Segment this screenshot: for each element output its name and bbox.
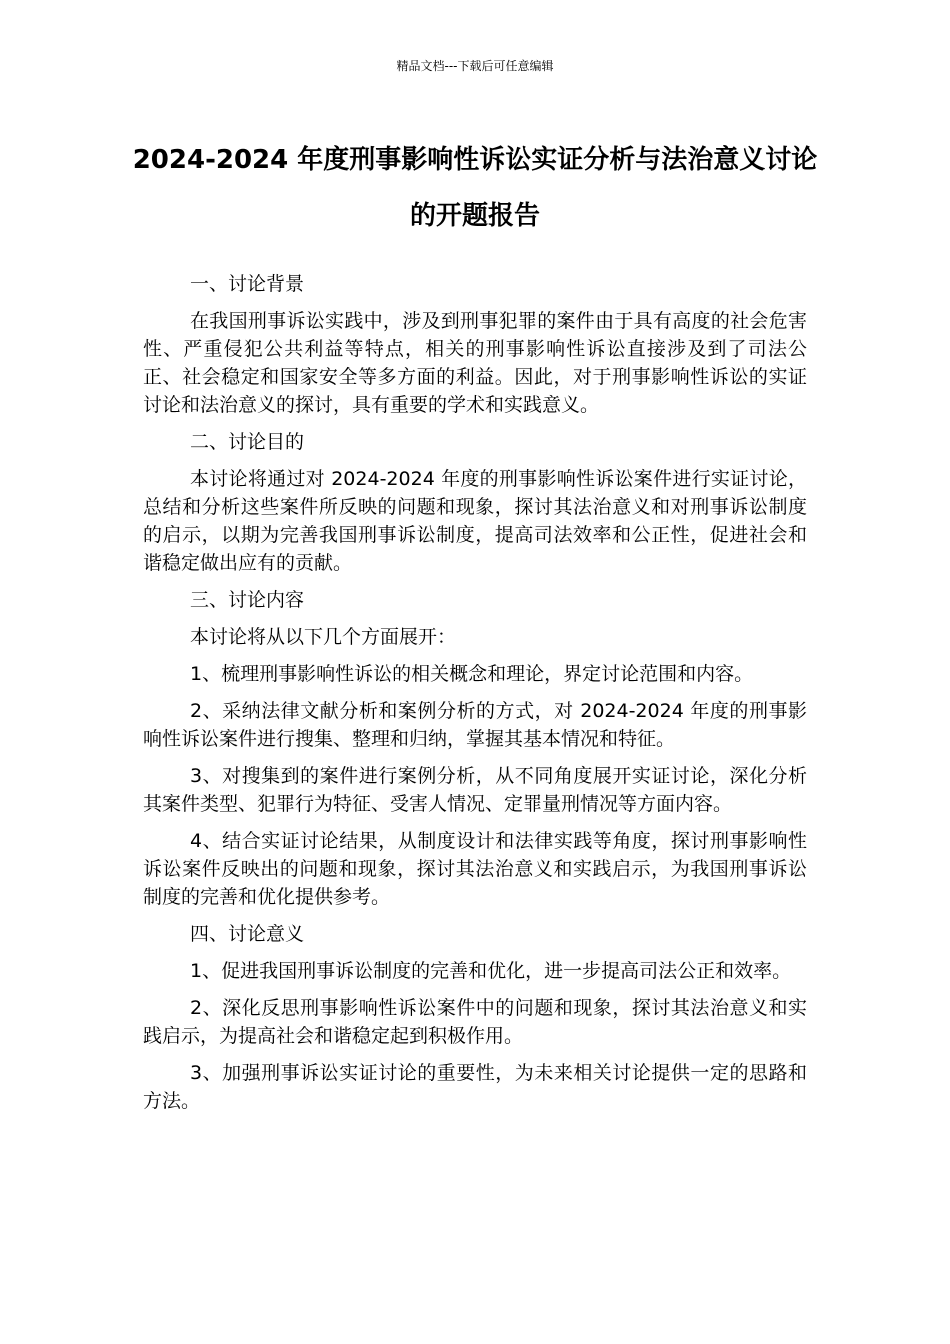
content-item: 1、梳理刑事影响性诉讼的相关概念和理论，界定讨论范围和内容。 [190,663,754,685]
content-item: 3、对搜集到的案件进行案例分析，从不同角度展开实证讨论，深化分析其案件类型、犯罪行为特征、受害人情况、定罪量刑情况等方面内容。 [143,765,807,815]
paragraph-background: 在我国刑事诉讼实践中，涉及到刑事犯罪的案件由于具有高度的社会危害性、严重侵犯公共利益等特点，相关的刑事影响性诉讼直接涉及到了司法公正、社会稳定和国家安全等多方面的利益。因此，对于刑事影响性诉讼的实证讨论和法治意义的探讨，具有重要的学术和实践意义。 [143,310,807,416]
section-heading-purpose: 二、讨论目的 [190,431,305,453]
section-heading-significance: 四、讨论意义 [190,923,305,945]
content-item: 2、采纳法律文献分析和案例分析的方式，对 2024-2024 年度的刑事影响性诉讼案件进行搜集、整理和归纳，掌握其基本情况和特征。 [143,700,807,750]
significance-item: 1、促进我国刑事诉讼制度的完善和优化，进一步提高司法公正和效率。 [190,960,792,982]
significance-item: 2、深化反思刑事影响性诉讼案件中的问题和现象，探讨其法治意义和实践启示，为提高社会和谐稳定起到积极作用。 [143,997,807,1047]
page-header: 精品文档---下载后可任意编辑 [396,59,554,73]
section-heading-content: 三、讨论内容 [190,589,305,611]
document-body [143,270,807,1124]
content-item: 4、结合实证讨论结果，从制度设计和法律实践等角度，探讨刑事影响性诉讼案件反映出的问题和现象，探讨其法治意义和实践启示，为我国刑事诉讼制度的完善和优化提供参考。 [143,830,807,908]
paragraph-purpose: 本讨论将通过对 2024-2024 年度的刑事影响性诉讼案件进行实证讨论，总结和分析这些案件所反映的问题和现象，探讨其法治意义和对刑事诉讼制度的启示，以期为完善我国刑事诉讼制度，提高司法效率和公正性，促进社会和谐稳定做出应有的贡献。 [143,468,807,574]
document-title: 2024-2024 年度刑事影响性诉讼实证分析与法治意义讨论的开题报告 [132,145,818,231]
paragraph-content-intro: 本讨论将从以下几个方面展开： [190,626,457,648]
significance-item: 3、加强刑事诉讼实证讨论的重要性，为未来相关讨论提供一定的思路和方法。 [143,1062,807,1112]
section-heading-background: 一、讨论背景 [190,273,305,295]
